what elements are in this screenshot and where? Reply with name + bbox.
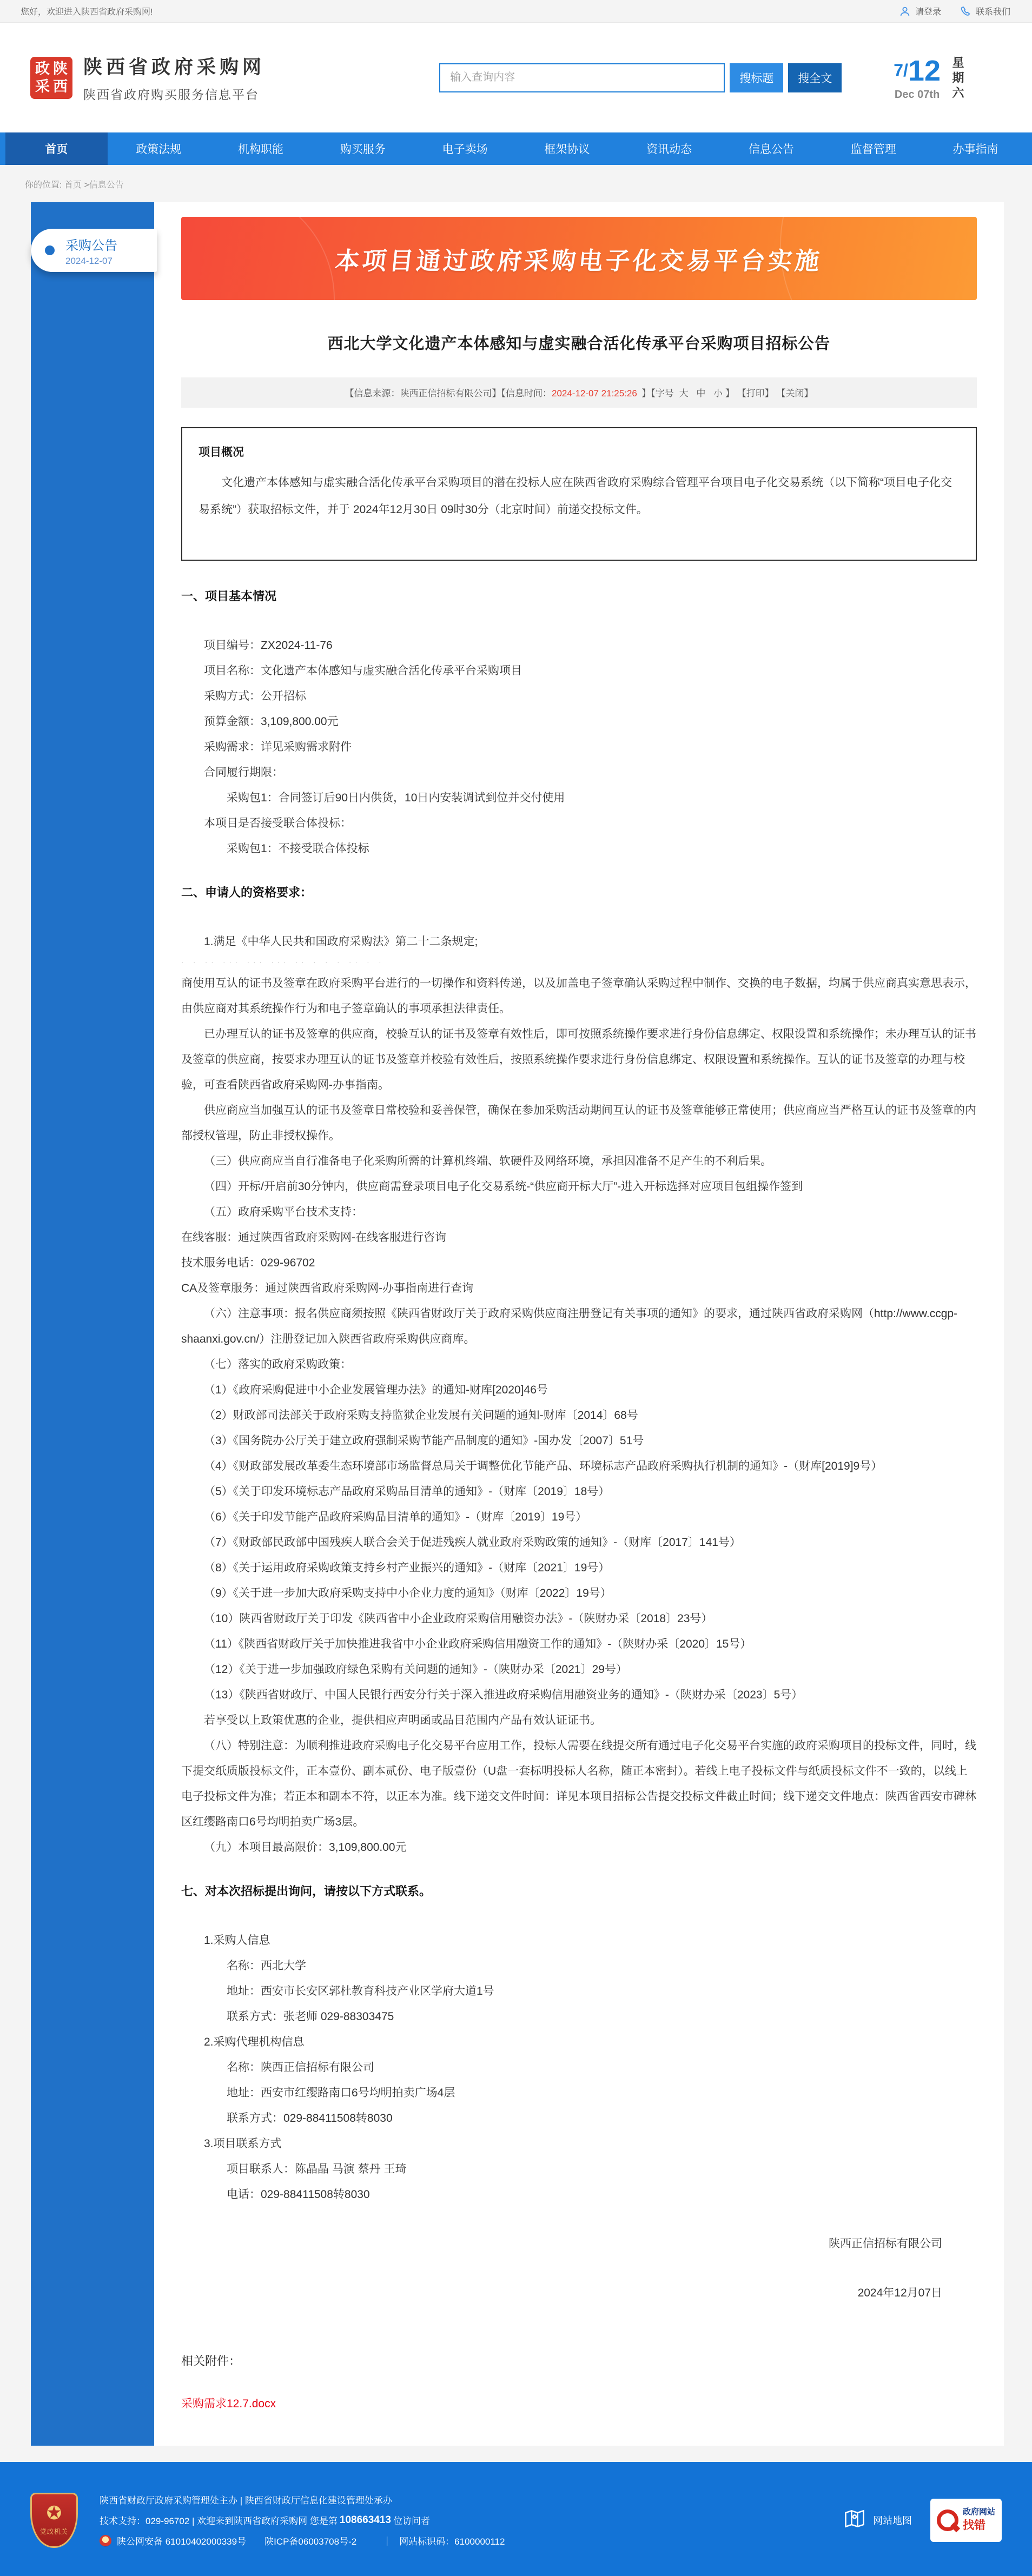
banner-text: 本项目通过政府采购电子化交易平台实施 (334, 247, 824, 275)
overview-heading: 项目概况 (199, 446, 244, 459)
nav-item-announcements[interactable]: 信息公告 (748, 143, 794, 156)
nav-item-functions[interactable]: 机构职能 (237, 143, 283, 156)
body-paragraph: （12）《关于进一步加强政府绿色采购有关问题的通知》-（陕财办采〔2021〕29号） (204, 1663, 627, 1676)
body-paragraph: 采购方式：公开招标 (204, 690, 306, 702)
visitor-count: 108663413 (339, 2514, 391, 2526)
logo-seal: 政 陕 采 西 (30, 57, 72, 99)
main-nav (0, 132, 1032, 165)
site-code: 网站标识码：6100000112 (399, 2537, 505, 2547)
body-paragraph: （9）《关于进一步加大政府采购支持中小企业力度的通知》（财库〔2022〕19号） (204, 1587, 612, 1599)
body-paragraph: 二、申请人的资格要求： (181, 886, 313, 899)
welcome-text: 您好，欢迎进入陕西省政府采购网! (21, 8, 153, 17)
body-paragraph: 地址：西安市长安区郭杜教育科技产业区学府大道1号 (227, 1985, 494, 1997)
print-button[interactable]: 【打印】 (737, 388, 774, 399)
sidebar-tag-label: 采购公告 (65, 238, 117, 253)
footer-organizer-line: 陕西省财政厅政府采购管理处主办 | 陕西省财政厅信息化建设管理处承办 (100, 2495, 392, 2506)
body-paragraph: 3.项目联系方式 (204, 2137, 282, 2150)
body-paragraph: 名称：西北大学 (227, 1960, 306, 1972)
body-paragraph: 商使用互认的证书及签章在政府采购平台进行的一切操作和资料传递，以及加盖电子签章确认采购过程中制作、交换的电子数据，均属于供应商真实意思表示，由供应商对其系统操作行为和电子签章确认的事项承担法律责任。 (181, 977, 976, 1015)
nav-item-policies[interactable]: 政策法规 (136, 143, 182, 156)
announcement-body (181, 583, 977, 2306)
body-paragraph: （1）《政府采购促进中小企业发展管理办法》的通知-财库[2020]46号 (204, 1384, 548, 1396)
body-paragraph: 2024年12月07日 (857, 2287, 942, 2299)
body-paragraph: 采购需求：详见采购需求附件 (204, 741, 352, 753)
search-input[interactable] (439, 63, 725, 92)
nav-item-service-guide[interactable]: 办事指南 (952, 143, 998, 156)
search-area (439, 63, 842, 92)
body-paragraph: （10）陕西省财政厅关于印发《陕西省中小企业政府采购信用融资办法》-（陕财办采〔2018〕23号） (204, 1612, 713, 1625)
body-paragraph: 若享受以上政策优惠的企业，提供相应声明函或品目范围内产品有效认证证书。 (204, 1714, 601, 1727)
search-fulltext-button[interactable]: 搜全文 (788, 63, 842, 92)
site-title: 陕西省政府采购网 (83, 57, 266, 78)
body-paragraph: 采购包1：合同签订后90日内供货，10日内安装调试到位并交付使用 (227, 792, 565, 804)
overview-text: 文化遗产本体感知与虚实融合活化传承平台采购项目的潜在投标人应在陕西省政府采购综合管理平台项目电子化交易系统（以下简称“项目电子化交易系统”）获取招标文件，并于 2024年12月30日 09时30分（北京时间）前递交投标文件。 (199, 476, 952, 516)
date-block (894, 54, 1000, 102)
body-paragraph: 联系方式：张老师 029-88303475 (227, 2010, 394, 2023)
site-titles (83, 52, 265, 103)
date-english: Dec 07th (894, 88, 940, 101)
nav-item-e-mall[interactable]: 电子卖场 (442, 143, 488, 156)
map-icon (843, 2507, 866, 2533)
date-numbers (894, 54, 941, 101)
body-paragraph: 本项目是否接受联合体投标： (204, 817, 352, 829)
body-paragraph: （八）特别注意：为顺利推进政府采购电子化交易平台应用工作，投标人需要在线提交所有通过电子化交易平台实施的政府采购项目的投标文件，同时，线下提交纸质版投标文件，正本壹份、副本贰份、电子版壹份（U盘一套标明投标人名称，随正本密封）。若线上电子投标文件与纸质投标文件不一致的，以线上电子投标文件为准；若正本和副本不符，以正本为准。线下递交文件时间：详见本项目招标公告提交投标文件截止时间；线下递交文件地点：陕西省西安市碑林区红缨路南口6号均明拍卖广场3层。 (181, 1740, 976, 1828)
breadcrumb-label: 你的位置: (25, 181, 62, 190)
date-weekday: 星期六 (951, 56, 964, 102)
body-paragraph: （11）《陕西省财政厅关于加快推进我省中小企业政府采购信用融资工作的通知》-（陕财办采〔2020〕15号） (204, 1638, 752, 1650)
footer (0, 2462, 1032, 2576)
font-size-large-button[interactable]: 大 (679, 388, 689, 399)
footer-right (843, 2499, 1002, 2542)
sidebar-item-procurement-announcement[interactable] (31, 229, 157, 272)
body-paragraph: 采购包1：不接受联合体投标 (227, 842, 369, 855)
footer-text (100, 2486, 843, 2554)
phone-icon (960, 5, 971, 17)
body-paragraph: 陕西正信招标有限公司 (829, 2238, 942, 2250)
body-paragraph: （5）《关于印发环境标志产品政府采购品目清单的通知》-（财库〔2019〕18号） (204, 1485, 610, 1498)
body-paragraph: （三）供应商应当自行准备电子化采购所需的计算机终端、软硬件及网络环境，承担因准备不足产生的不利后果。 (204, 1155, 772, 1167)
sidebar-tag-date: 2024-12-07 (65, 255, 113, 266)
body-paragraph: （6）《关于印发节能产品政府采购品目清单的通知》-（财库〔2019〕19号） (204, 1511, 587, 1523)
font-size-medium-button[interactable]: 中 (696, 388, 706, 399)
gov-site-error-report-badge[interactable]: 政府网站 找错 (930, 2499, 1002, 2542)
body-paragraph: 1.满足《中华人民共和国政府采购法》第二十二条规定; (204, 935, 478, 948)
body-paragraph: 1.采购人信息 (204, 1934, 270, 1947)
user-icon (899, 5, 911, 17)
breadcrumb-separator: > (84, 181, 89, 190)
body-paragraph: （3）《国务院办公厅关于建立政府强制采购节能产品制度的通知》-国办发〔2007〕51号 (204, 1435, 644, 1447)
body-paragraph: 项目编号：ZX2024-11-76 (204, 639, 333, 652)
footer-legal-line: 陕公网安备 61010402000339号 陕ICP备06003708号-2 ｜ 网站标识码：6100000112 (100, 2534, 843, 2547)
font-size-small-button[interactable]: 小 (713, 388, 723, 399)
info-time: 2024-12-07 21:25:26 (551, 388, 637, 399)
body-paragraph: （7）《财政部民政部中国残疾人联合会关于促进残疾人就业政府采购政策的通知》-（财库〔2017〕141号） (204, 1536, 741, 1549)
body-paragraph: · · ·· ··· ··· ··· ·· · · · ·· · · (181, 958, 385, 966)
body-paragraph: 名称：陕西正信招标有限公司 (227, 2061, 374, 2074)
body-paragraph: 一、项目基本情况 (181, 589, 277, 603)
error-finder-logo-icon (937, 2509, 958, 2531)
body-paragraph: 项目名称：文化遗产本体感知与虚实融合活化传承平台采购项目 (204, 665, 522, 677)
content-panel (154, 202, 1004, 2446)
sidebar (31, 202, 154, 2446)
nav-item-news[interactable]: 资讯动态 (646, 143, 692, 156)
attachment-file-link[interactable]: 采购需求12.7.docx (181, 2398, 276, 2410)
site-subtitle: 陕西省政府购买服务信息平台 (83, 88, 259, 102)
body-paragraph: 供应商应当加强互认的证书及签章日常校验和妥善保管，确保在参加采购活动期间互认的证书及签章能够正常使用；供应商应当严格互认的证书及签章的内部授权管理，防止非授权操作。 (181, 1104, 976, 1142)
body-paragraph: 电话：029-88411508转8030 (227, 2188, 370, 2201)
date-month: 7/ (894, 60, 908, 80)
body-paragraph: （8）《关于运用政府采购政策支持乡村产业振兴的通知》-（财库〔2021〕19号） (204, 1562, 610, 1574)
page-title: 西北大学文化遗产本体感知与虚实融合活化传承平台采购项目招标公告 (327, 335, 831, 353)
contact-link[interactable]: 联系我们 (960, 5, 1010, 17)
body-paragraph: （4）《财政部发展改革委生态环境部市场监督总局关于调整优化节能产品、环境标志产品政府采购执行机制的通知》-（财库[2019]9号） (204, 1460, 883, 1472)
body-paragraph: （2）财政部司法部关于政府采购支持监狱企业发展有关问题的通知-财库〔2014〕68号 (204, 1409, 638, 1422)
public-security-badge-icon (100, 2535, 111, 2547)
nav-item-supervision[interactable]: 监督管理 (850, 143, 896, 156)
beian-link[interactable]: 陕公网安备 61010402000339号 (117, 2537, 247, 2547)
breadcrumb-home-link[interactable]: 首页 (64, 181, 82, 190)
nav-item-purchase-services[interactable]: 购买服务 (340, 143, 386, 156)
body-paragraph: （七）落实的政府采购政策： (204, 1358, 352, 1371)
breadcrumb-current-link[interactable]: 信息公告 (89, 181, 124, 190)
project-overview-box (181, 427, 977, 561)
body-paragraph: 已办理互认的证书及签章的供应商，校验互认的证书及签章有效性后，即可按照系统操作要求进行身份信息绑定、权限设置和系统操作；未办理互认的证书及签章的供应商，按要求办理互认的证书及签章并校验有效性后，按照系统操作要求进行身份信息绑定、权限设置和系统操作。互认的证书及签章的办理与校验，可查看陕西省政府采购网-办事指南。 (181, 1028, 976, 1091)
attachments-label: 相关附件： (181, 2354, 241, 2368)
body-paragraph: 技术服务电话：029-96702 (181, 1257, 315, 1269)
breadcrumb (0, 165, 1032, 202)
body-paragraph: 预算金额：3,109,800.00元 (204, 715, 339, 728)
body-paragraph: CA及签章服务：通过陕西省政府采购网-办事指南进行查询 (181, 1282, 474, 1294)
body-paragraph: 合同履行期限： (204, 766, 283, 779)
body-paragraph: 联系方式：029-88411508转8030 (227, 2112, 393, 2124)
main-area (0, 202, 1032, 2462)
topbar (0, 0, 1032, 23)
search-title-button[interactable]: 搜标题 (730, 63, 783, 92)
site-logo[interactable] (30, 52, 265, 103)
login-link[interactable]: 请登录 (899, 5, 941, 17)
attachments-section (181, 2352, 977, 2411)
body-paragraph: 2.采购代理机构信息 (204, 2036, 305, 2048)
body-paragraph: （13）《陕西省财政厅、中国人民银行西安分行关于深入推进政府采购信用融资业务的通知》-（陕财办采〔2023〕5号） (204, 1689, 803, 1701)
body-paragraph: 项目联系人：陈晶晶 马演 蔡丹 王琦 (227, 2163, 407, 2175)
topbar-links (899, 5, 1010, 17)
body-paragraph: （九）本项目最高限价：3,109,800.00元 (204, 1841, 407, 1854)
body-paragraph: 在线客服：通过陕西省政府采购网-在线客服进行咨询 (181, 1231, 446, 1244)
body-paragraph: （四）开标/开启前30分钟内，供应商需登录项目电子化交易系统-“供应商开标大厅”-进入开标选择对应项目包组操作签到 (204, 1180, 803, 1193)
nav-item-home[interactable]: 首页 (5, 132, 108, 165)
close-button[interactable]: 【关闭】 (776, 388, 813, 399)
party-government-emblem-icon: ✪ 党政机关 (30, 2493, 78, 2548)
eplatform-banner (181, 217, 977, 300)
info-bar: 【信息来源：陕西正信招标有限公司】【信息时间：2024-12-07 21:25:26 】【字号 大 中 小 】 【打印】 【关闭】 (181, 377, 977, 408)
date-day: 12 (908, 54, 941, 87)
footer-support-line: 技术支持：029-96702 | 欢迎来到陕西省政府采购网 您是第 108663413 位访问者 (100, 2514, 430, 2526)
body-paragraph: 七、对本次招标提出询问，请按以下方式联系。 (181, 1884, 432, 1898)
body-paragraph: 地址：西安市红缨路南口6号均明拍卖广场4层 (227, 2087, 455, 2099)
sitemap-link[interactable]: 网站地图 (843, 2507, 912, 2533)
body-paragraph: （六）注意事项：报名供应商须按照《陕西省财政厅关于政府采购供应商注册登记有关事项的通知》的要求，通过陕西省政府采购网（http://www.ccgp-shaanxi.gov.cn/）注册登记加入陕西省政府采购供应商库。 (181, 1307, 958, 1345)
body-paragraph: （五）政府采购平台技术支持： (204, 1206, 363, 1218)
info-source: 【信息来源：陕西正信招标有限公司】【信息时间： (345, 388, 552, 399)
nav-item-framework-agreements[interactable]: 框架协议 (544, 143, 590, 156)
site-header (0, 23, 1032, 132)
icp-link[interactable]: 陕ICP备06003708号-2 (264, 2537, 357, 2547)
